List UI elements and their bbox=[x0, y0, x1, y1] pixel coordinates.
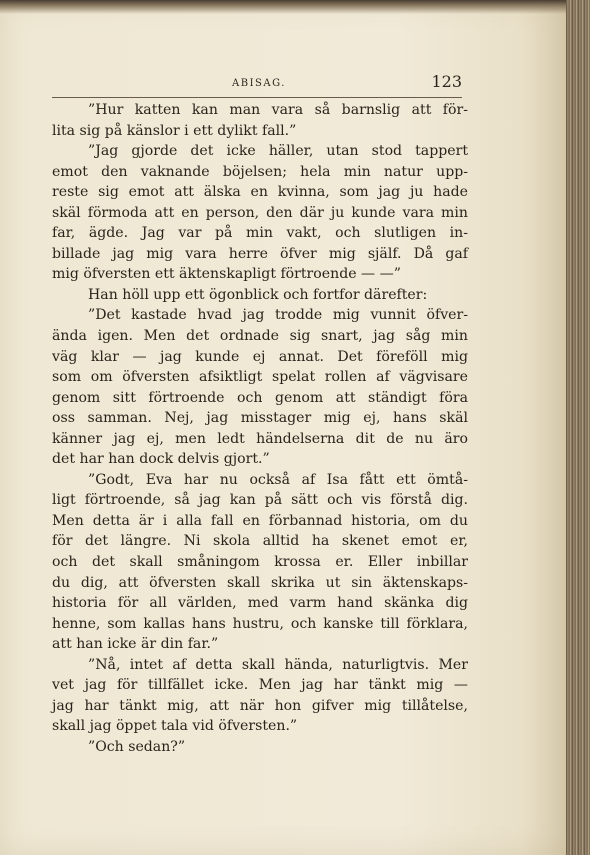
text-line: ”Det kastade hvad jag trodde mig vunnit öfver- bbox=[88, 307, 468, 324]
body-text bbox=[52, 100, 468, 758]
text-line: Men detta är i alla fall en förbannad historia, om du bbox=[52, 512, 468, 529]
page-top-shadow bbox=[0, 0, 566, 14]
text-line: lita sig på känslor i ett dylikt fall.” bbox=[52, 122, 297, 139]
text-line: och det skall småningom krossa er. Eller inbillar bbox=[52, 554, 468, 571]
text-line: historia för all världen, med varm hand skänka dig bbox=[52, 595, 468, 612]
text-line: ända igen. Men det ordnade sig snart, jag såg min bbox=[52, 328, 468, 345]
text-line: reste sig emot att älska en kvinna, som jag ju hade bbox=[52, 184, 468, 201]
text-line: henne, som kallas hans hustru, och kanske till förklara, bbox=[52, 615, 468, 632]
text-line: ”Och sedan?” bbox=[88, 738, 186, 755]
page-number: 123 bbox=[431, 72, 462, 91]
text-line: ”Hur katten kan man vara så barnslig att för- bbox=[88, 102, 468, 118]
text-line: far, ägde. Jag var på min vakt, och slutligen in- bbox=[52, 225, 468, 242]
text-line: jag har tänkt mig, att när hon gifver mig tillåtelse, bbox=[52, 697, 468, 714]
text-line: oss samman. Nej, jag misstager mig ej, hans skäl bbox=[52, 410, 468, 427]
text-line: känner jag ej, men ledt händelserna dit de nu äro bbox=[52, 430, 468, 447]
book-edge bbox=[566, 0, 590, 855]
text-line: skall jag öppet tala vid öfversten.” bbox=[52, 718, 298, 735]
text-line: mig öfversten ett äktenskapligt förtroende — —” bbox=[52, 266, 401, 283]
text-line: ligt förtroende, så jag kan på sätt och vis förstå dig. bbox=[52, 492, 468, 509]
text-line: vet jag för tillfället icke. Men jag har tänkt mig — bbox=[52, 677, 468, 694]
text-line: som om öfversten afsiktligt spelat rollen af vägvisare bbox=[52, 369, 468, 386]
text-line: Han höll upp ett ögonblick och fortfor därefter: bbox=[88, 286, 428, 303]
text-line: skäl förmoda att en person, den där ju kunde vara min bbox=[52, 204, 468, 221]
text-line: ”Godt, Eva har nu också af Isa fått ett ömtå- bbox=[88, 471, 468, 488]
text-line: emot den vaknande böjelsen; hela min natur upp- bbox=[52, 163, 468, 180]
text-line: att han icke är din far.” bbox=[52, 636, 219, 653]
text-line: du dig, att öfversten skall skrika ut sin äktenskaps- bbox=[52, 574, 468, 591]
text-line: det har han dock delvis gjort.” bbox=[52, 451, 270, 468]
text-line: genom sitt förtroende och genom att ständigt föra bbox=[52, 389, 468, 406]
text-line: väg klar — jag kunde ej annat. Det föreföll mig bbox=[52, 348, 468, 365]
header-rule bbox=[52, 97, 462, 98]
text-line: för det längre. Ni skola alltid ha skenet emot er, bbox=[52, 533, 468, 550]
text-line: ”Jag gjorde det icke häller, utan stod tappert bbox=[88, 143, 468, 160]
text-line: ”Nå, intet af detta skall hända, naturligtvis. Mer bbox=[88, 656, 468, 673]
running-header bbox=[52, 74, 462, 96]
running-title: ABISAG. bbox=[232, 78, 286, 89]
text-line: billade jag mig vara herre öfver mig själf. Då gaf bbox=[52, 245, 468, 262]
